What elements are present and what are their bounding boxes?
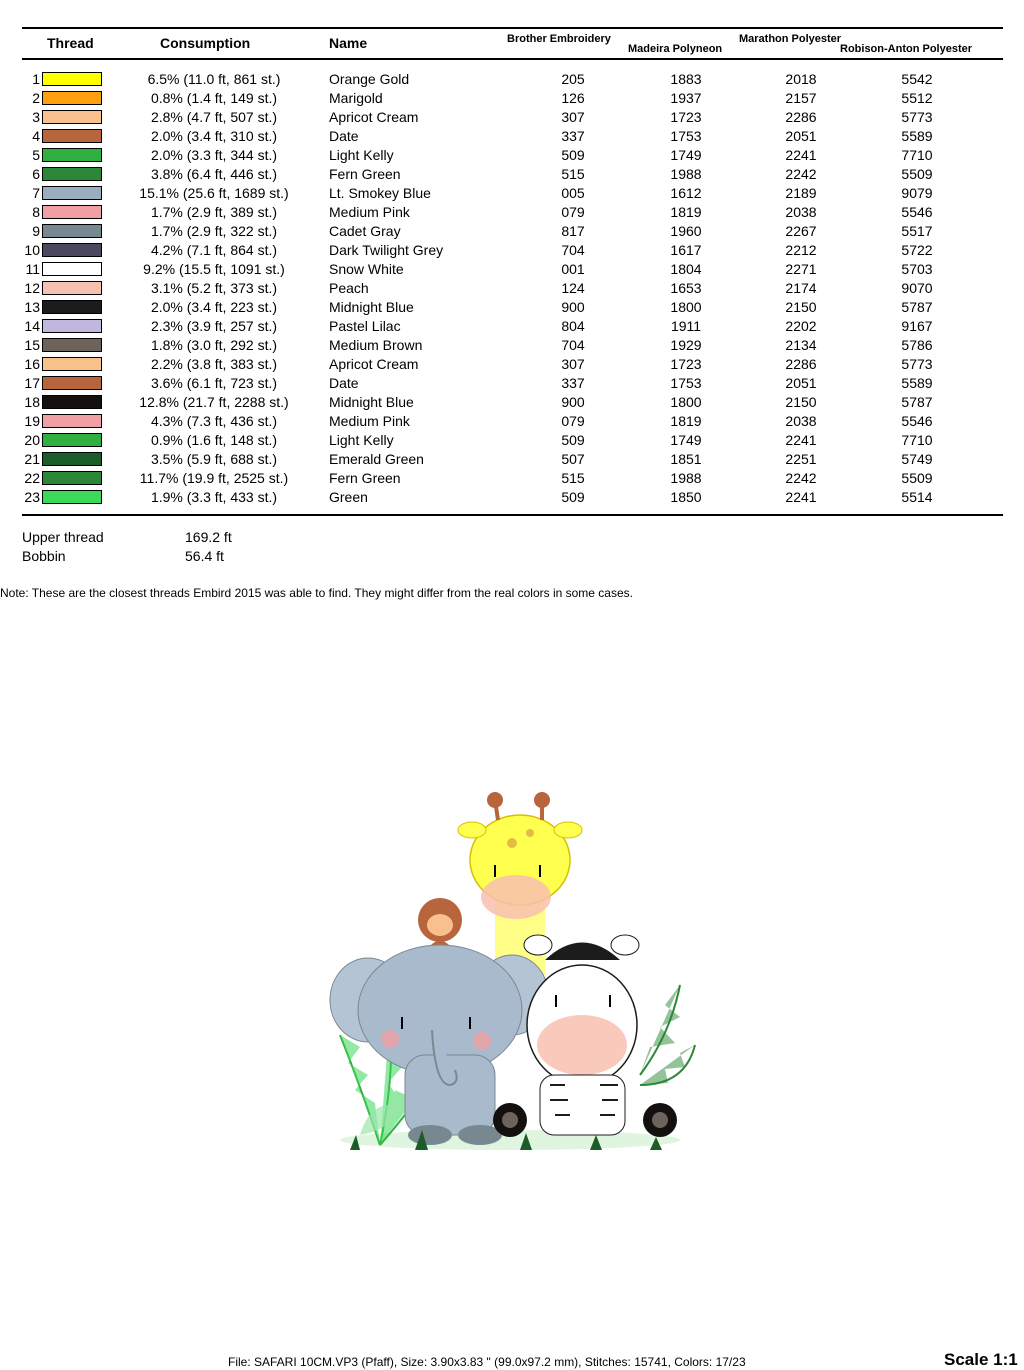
brother-code-cell: 205 (561, 71, 585, 87)
color-swatch (42, 281, 102, 295)
robison-code-cell: 5749 (901, 451, 933, 467)
madeira-code-cell: 1883 (670, 71, 702, 87)
marathon-code-cell: 2157 (785, 90, 817, 106)
robison-code-cell: 5773 (901, 109, 933, 125)
marathon-code-cell: 2150 (785, 394, 817, 410)
brother-code-cell: 307 (561, 109, 585, 125)
consumption-cell: 4.2% (7.1 ft, 864 st.) (150, 242, 278, 258)
brother-code-cell: 079 (561, 204, 585, 220)
color-swatch (42, 205, 102, 219)
color-swatch (42, 414, 102, 428)
madeira-code-cell: 1850 (670, 489, 702, 505)
header-madeira: Madeira Polyneon (628, 43, 723, 55)
thread-name-cell: Peach (329, 280, 369, 296)
marathon-code-cell: 2051 (785, 128, 817, 144)
thread-number: 13 (24, 299, 40, 315)
thread-number: 10 (24, 242, 40, 258)
madeira-code-cell: 1749 (670, 147, 702, 163)
marathon-code-cell: 2202 (785, 318, 817, 334)
thread-name-cell: Medium Pink (329, 204, 410, 220)
brother-code-cell: 337 (561, 128, 585, 144)
table-row (0, 488, 1024, 507)
consumption-cell: 9.2% (15.5 ft, 1091 st.) (143, 261, 285, 277)
thread-name-cell: Medium Pink (329, 413, 410, 429)
bobbin-value: 56.4 ft (185, 548, 224, 564)
table-row (0, 469, 1024, 488)
consumption-cell: 4.3% (7.3 ft, 436 st.) (150, 413, 278, 429)
brother-code-cell: 509 (561, 432, 585, 448)
thread-name-cell: Date (329, 128, 359, 144)
consumption-cell: 2.3% (3.9 ft, 257 st.) (150, 318, 278, 334)
marathon-code-cell: 2267 (785, 223, 817, 239)
marathon-code-cell: 2286 (785, 356, 817, 372)
brother-code-cell: 307 (561, 356, 585, 372)
consumption-cell: 3.6% (6.1 ft, 723 st.) (150, 375, 278, 391)
robison-code-cell: 5787 (901, 299, 933, 315)
madeira-code-cell: 1612 (670, 185, 702, 201)
marathon-code-cell: 2241 (785, 147, 817, 163)
brother-code-cell: 817 (561, 223, 585, 239)
table-row (0, 241, 1024, 260)
color-swatch (42, 300, 102, 314)
marathon-code-cell: 2189 (785, 185, 817, 201)
file-info: File: SAFARI 10CM.VP3 (Pfaff), Size: 3.90x3.83 " (99.0x97.2 mm), Stitches: 15741, Colors: 17/23 (228, 1355, 746, 1369)
madeira-code-cell: 1723 (670, 109, 702, 125)
marathon-code-cell: 2251 (785, 451, 817, 467)
thread-name-cell: Date (329, 375, 359, 391)
marathon-code-cell: 2271 (785, 261, 817, 277)
thread-name-cell: Emerald Green (329, 451, 424, 467)
header-name: Name (329, 35, 368, 51)
thread-name-cell: Marigold (329, 90, 383, 106)
color-swatch (42, 91, 102, 105)
consumption-cell: 2.0% (3.4 ft, 310 st.) (150, 128, 278, 144)
marathon-code-cell: 2174 (785, 280, 817, 296)
robison-code-cell: 5546 (901, 413, 933, 429)
table-top-rule (22, 27, 1003, 29)
consumption-cell: 2.0% (3.3 ft, 344 st.) (150, 147, 278, 163)
brother-code-cell: 804 (561, 318, 585, 334)
table-row (0, 393, 1024, 412)
marathon-code-cell: 2038 (785, 204, 817, 220)
robison-code-cell: 5722 (901, 242, 933, 258)
color-swatch (42, 129, 102, 143)
thread-number: 6 (32, 166, 40, 182)
marathon-code-cell: 2212 (785, 242, 817, 258)
thread-name-cell: Fern Green (329, 166, 401, 182)
color-swatch (42, 110, 102, 124)
table-row (0, 355, 1024, 374)
robison-code-cell: 5514 (901, 489, 933, 505)
thread-number: 11 (25, 261, 40, 277)
brother-code-cell: 124 (561, 280, 585, 296)
marathon-code-cell: 2018 (785, 71, 817, 87)
thread-number: 4 (32, 128, 40, 144)
consumption-cell: 1.7% (2.9 ft, 389 st.) (150, 204, 278, 220)
thread-number: 8 (32, 204, 40, 220)
thread-name-cell: Midnight Blue (329, 394, 414, 410)
thread-number: 19 (24, 413, 40, 429)
thread-name-cell: Cadet Gray (329, 223, 401, 239)
table-row (0, 374, 1024, 393)
robison-code-cell: 5512 (901, 90, 933, 106)
consumption-cell: 3.5% (5.9 ft, 688 st.) (150, 451, 278, 467)
color-swatch (42, 395, 102, 409)
bobbin-label: Bobbin (22, 548, 66, 564)
madeira-code-cell: 1988 (670, 166, 702, 182)
madeira-code-cell: 1804 (670, 261, 702, 277)
marathon-code-cell: 2051 (785, 375, 817, 391)
thread-number: 9 (32, 223, 40, 239)
scale-label: Scale 1:1 (944, 1350, 1018, 1369)
consumption-cell: 11.7% (19.9 ft, 2525 st.) (139, 470, 289, 486)
brother-code-cell: 001 (561, 261, 585, 277)
consumption-cell: 3.1% (5.2 ft, 373 st.) (150, 280, 278, 296)
brother-code-cell: 515 (561, 470, 585, 486)
table-row (0, 298, 1024, 317)
brother-code-cell: 507 (561, 451, 585, 467)
color-swatch (42, 72, 102, 86)
marathon-code-cell: 2242 (785, 470, 817, 486)
thread-number: 7 (32, 185, 40, 201)
brother-code-cell: 900 (561, 299, 585, 315)
consumption-cell: 6.5% (11.0 ft, 861 st.) (147, 71, 281, 87)
table-row (0, 165, 1024, 184)
thread-number: 16 (24, 356, 40, 372)
marathon-code-cell: 2150 (785, 299, 817, 315)
table-header-rule (22, 58, 1003, 60)
thread-number: 20 (24, 432, 40, 448)
madeira-code-cell: 1819 (670, 204, 702, 220)
table-row (0, 279, 1024, 298)
marathon-code-cell: 2241 (785, 489, 817, 505)
thread-name-cell: Midnight Blue (329, 299, 414, 315)
thread-name-cell: Medium Brown (329, 337, 423, 353)
robison-code-cell: 5773 (901, 356, 933, 372)
consumption-cell: 1.8% (3.0 ft, 292 st.) (150, 337, 278, 353)
thread-name-cell: Snow White (329, 261, 404, 277)
thread-table (0, 70, 1024, 507)
madeira-code-cell: 1749 (670, 432, 702, 448)
thread-number: 23 (24, 489, 40, 505)
robison-code-cell: 5546 (901, 204, 933, 220)
thread-number: 12 (24, 280, 40, 296)
consumption-cell: 3.8% (6.4 ft, 446 st.) (150, 166, 278, 182)
robison-code-cell: 5703 (901, 261, 933, 277)
madeira-code-cell: 1653 (670, 280, 702, 296)
table-row (0, 412, 1024, 431)
upper-thread-value: 169.2 ft (185, 529, 232, 545)
color-swatch (42, 357, 102, 371)
header-brother: Brother Embroidery (507, 33, 611, 45)
madeira-code-cell: 1988 (670, 470, 702, 486)
color-swatch (42, 433, 102, 447)
brother-code-cell: 509 (561, 147, 585, 163)
madeira-code-cell: 1960 (670, 223, 702, 239)
robison-code-cell: 5509 (901, 470, 933, 486)
robison-code-cell: 9070 (901, 280, 933, 296)
table-row (0, 108, 1024, 127)
thread-name-cell: Apricot Cream (329, 356, 419, 372)
color-swatch (42, 490, 102, 504)
thread-name-cell: Lt. Smokey Blue (329, 185, 431, 201)
madeira-code-cell: 1753 (670, 128, 702, 144)
color-swatch (42, 376, 102, 390)
table-row (0, 450, 1024, 469)
thread-name-cell: Fern Green (329, 470, 401, 486)
table-row (0, 317, 1024, 336)
table-row (0, 431, 1024, 450)
robison-code-cell: 9167 (901, 318, 933, 334)
table-row (0, 146, 1024, 165)
thread-name-cell: Orange Gold (329, 71, 410, 87)
color-swatch (42, 319, 102, 333)
color-swatch (42, 186, 102, 200)
consumption-cell: 2.2% (3.8 ft, 383 st.) (150, 356, 278, 372)
consumption-cell: 2.8% (4.7 ft, 507 st.) (150, 109, 278, 125)
brother-code-cell: 126 (561, 90, 585, 106)
consumption-cell: 2.0% (3.4 ft, 223 st.) (150, 299, 278, 315)
consumption-cell: 1.7% (2.9 ft, 322 st.) (150, 223, 278, 239)
thread-name-cell: Apricot Cream (329, 109, 419, 125)
consumption-cell: 0.8% (1.4 ft, 149 st.) (150, 90, 278, 106)
color-swatch (42, 471, 102, 485)
brother-code-cell: 005 (561, 185, 585, 201)
thread-number: 15 (24, 337, 40, 353)
madeira-code-cell: 1911 (670, 318, 702, 334)
robison-code-cell: 5786 (901, 337, 933, 353)
madeira-code-cell: 1753 (670, 375, 702, 391)
color-swatch (42, 148, 102, 162)
madeira-code-cell: 1723 (670, 356, 702, 372)
brother-code-cell: 337 (561, 375, 585, 391)
thread-name-cell: Green (329, 489, 368, 505)
table-row (0, 336, 1024, 355)
thread-number: 5 (32, 147, 40, 163)
design-preview-image (320, 785, 710, 1165)
thread-name-cell: Light Kelly (329, 147, 394, 163)
robison-code-cell: 7710 (901, 147, 933, 163)
robison-code-cell: 5589 (901, 375, 933, 391)
marathon-code-cell: 2134 (785, 337, 817, 353)
brother-code-cell: 515 (561, 166, 585, 182)
thread-number: 3 (32, 109, 40, 125)
madeira-code-cell: 1929 (670, 337, 702, 353)
table-row (0, 184, 1024, 203)
marathon-code-cell: 2242 (785, 166, 817, 182)
thread-name-cell: Dark Twilight Grey (329, 242, 444, 258)
table-row (0, 203, 1024, 222)
madeira-code-cell: 1800 (670, 299, 702, 315)
header-robison: Robison-Anton Polyester (840, 43, 973, 55)
madeira-code-cell: 1819 (670, 413, 702, 429)
color-swatch (42, 224, 102, 238)
color-swatch (42, 452, 102, 466)
marathon-code-cell: 2286 (785, 109, 817, 125)
brother-code-cell: 079 (561, 413, 585, 429)
madeira-code-cell: 1617 (670, 242, 702, 258)
robison-code-cell: 5542 (901, 71, 933, 87)
consumption-cell: 12.8% (21.7 ft, 2288 st.) (139, 394, 289, 410)
thread-name-cell: Pastel Lilac (329, 318, 401, 334)
note-text: Note: These are the closest threads Embird 2015 was able to find. They might differ from the real colors in some cases. (0, 586, 633, 600)
robison-code-cell: 5517 (901, 223, 933, 239)
thread-number: 1 (32, 71, 40, 87)
robison-code-cell: 9079 (901, 185, 933, 201)
header-thread: Thread (47, 35, 94, 51)
madeira-code-cell: 1800 (670, 394, 702, 410)
table-row (0, 70, 1024, 89)
color-swatch (42, 243, 102, 257)
brother-code-cell: 900 (561, 394, 585, 410)
table-row (0, 89, 1024, 108)
brother-code-cell: 509 (561, 489, 585, 505)
consumption-cell: 15.1% (25.6 ft, 1689 st.) (139, 185, 289, 201)
color-swatch (42, 262, 102, 276)
color-swatch (42, 167, 102, 181)
madeira-code-cell: 1851 (670, 451, 702, 467)
marathon-code-cell: 2241 (785, 432, 817, 448)
robison-code-cell: 5509 (901, 166, 933, 182)
consumption-cell: 1.9% (3.3 ft, 433 st.) (150, 489, 278, 505)
thread-name-cell: Light Kelly (329, 432, 394, 448)
table-row (0, 127, 1024, 146)
header-consumption: Consumption (160, 35, 251, 51)
table-row (0, 260, 1024, 279)
brother-code-cell: 704 (561, 242, 585, 258)
thread-number: 18 (24, 394, 40, 410)
color-swatch (42, 338, 102, 352)
thread-number: 22 (24, 470, 40, 486)
header-marathon: Marathon Polyester (739, 33, 842, 45)
consumption-cell: 0.9% (1.6 ft, 148 st.) (150, 432, 278, 448)
thread-number: 14 (24, 318, 40, 334)
brother-code-cell: 704 (561, 337, 585, 353)
thread-number: 2 (32, 90, 40, 106)
madeira-code-cell: 1937 (670, 90, 702, 106)
table-row (0, 222, 1024, 241)
table-bottom-rule (22, 514, 1003, 516)
upper-thread-label: Upper thread (22, 529, 104, 545)
robison-code-cell: 5787 (901, 394, 933, 410)
robison-code-cell: 7710 (901, 432, 933, 448)
thread-number: 17 (24, 375, 40, 391)
robison-code-cell: 5589 (901, 128, 933, 144)
marathon-code-cell: 2038 (785, 413, 817, 429)
thread-number: 21 (24, 451, 40, 467)
